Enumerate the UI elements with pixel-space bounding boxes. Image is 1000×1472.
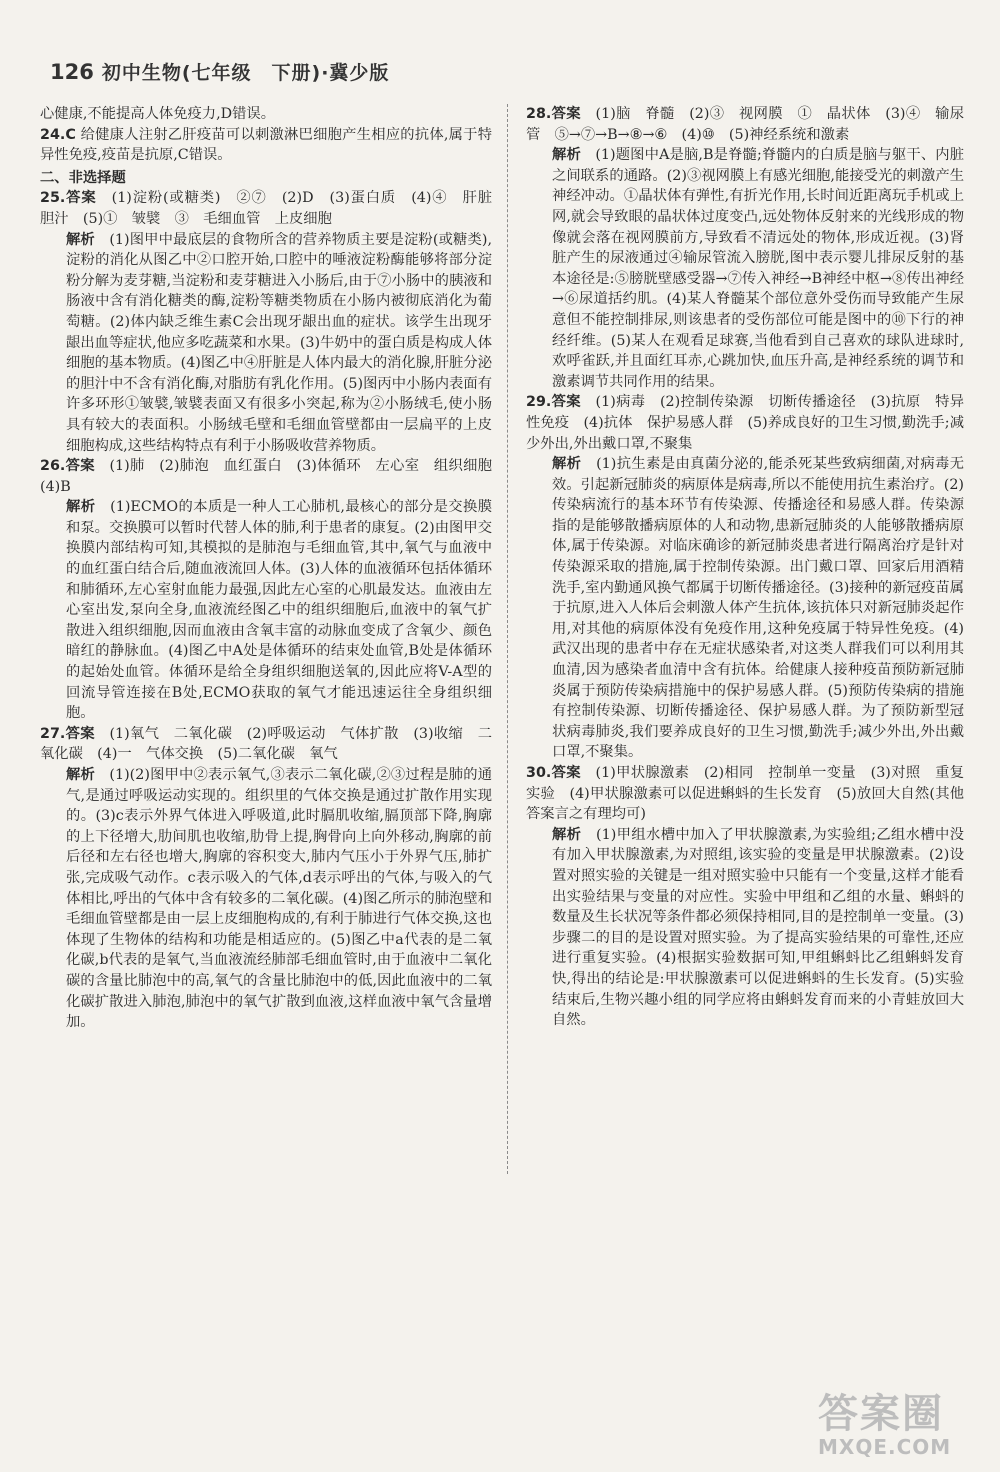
q27-answer-tag: 答案 [65, 725, 95, 742]
watermark-url: MXQE.COM [818, 1435, 952, 1459]
q30-answer-tag: 答案 [551, 765, 581, 781]
q28-analysis: (1)题图中A是脑,B是脊髓;脊髓内的白质是脑与躯干、内脏之间联系的通路。(2)③视网膜上有感光细胞,能接受光的刺激产生神经冲动。①晶状体有弹性,有折光作用,长时间近距离玩手机或上网,就会导致眼的晶状体过度变凸,远处物体反射来的光线形成的物像就会落在视网膜前方,导致看不清远处的物体,形成近视。(3)肾脏产生的尿液通过④输尿管流入膀胱,图中表示婴儿排尿反射的基本途径是:⑤膀胱壁感受器→⑦传入神经→B神经中枢→⑧传出神经→⑥尿道括约肌。(4)某人脊髓某个部位意外受伤而导致能产生尿意但不能控制排尿,则该患者的受伤部位可能是图中的⑩下行的神经纤维。(5)某人在观看足球赛,当他看到自己喜欢的球队进球时,欢呼雀跃,并且面红耳赤,心跳加快,血压升高,是神经系统的调节和激素调节共同作用的结果。 [552, 147, 964, 390]
watermark-mark: 答案圈 [818, 1391, 944, 1437]
watermark-logo [818, 1392, 978, 1462]
q28-analysis-tag: 解析 [552, 147, 581, 164]
q25-analysis: (1)图甲中最底层的食物所含的营养物质主要是淀粉(或糖类),淀粉的消化从图乙中②口腔开始,口腔中的唾液淀粉酶能够将部分淀粉分解为麦芽糖,当淀粉和麦芽糖进入小肠后,由于⑦小肠中的胰液和肠液中含有消化糖类的酶,淀粉等糖类物质在小肠内被彻底消化为葡萄糖。(2)体内缺乏维生素C会出现牙龈出血的症状。该学生出现牙龈出血等症状,他应多吃蔬菜和水果。(3)牛奶中的蛋白质是构成人体细胞的基本物质。(4)图乙中④肝脏是人体内最大的消化腺,肝脏分泌的胆汁中不含有消化酶,对脂肪有乳化作用。(5)图丙中小肠内表面有许多环形①皱襞,皱襞表面又有很多小突起,称为②小肠绒毛,使小肠具有较大的表面积。小肠绒毛壁和毛细血管壁都由一层扁平的上皮细胞构成,这些结构特点有利于小肠吸收营养物质。 [66, 231, 493, 454]
q27-number: 27. [40, 725, 66, 742]
q24 [40, 125, 492, 166]
q29-number: 29. [526, 394, 552, 411]
q26-analysis-tag: 解析 [66, 499, 96, 516]
q30-answer: (1)甲状腺激素 (2)相同 控制单一变量 (3)对照 重复实验 (4)甲状腺激素可以促进蝌蚪的生长发育 (5)放回大自然(其他答案言之有理均可) [526, 765, 964, 823]
right-column [526, 104, 964, 1031]
q25-analysis-tag: 解析 [66, 231, 95, 248]
q26-analysis: (1)ECMO的本质是一种人工心肺机,最核心的部分是交换膜和泵。交换膜可以暂时代替人体的肺,利于患者的康复。(2)由图甲交换膜内部结构可知,其模拟的是肺泡与毛细血管,其中,氧气与血液中的血红蛋白结合后,随血液流回人体。(3)人体的血液循环包括体循环和肺循环,左心室射血能力最强,因此左心室的心肌最发达。血液由左心室出发,泵向全身,血液流经图乙中的组织细胞后,血液中的氧气扩散进入组织细胞,因而血液由含氧丰富的动脉血变成了含氧少、颜色暗红的静脉血。(4)图乙中A处是体循环的结束处血管,B处是体循环的起始处血管。体循环是给全身组织细胞送氧的,因此应将V-A型的回流导管连接在B处,ECMO获取的氧气才能迅速运往全身组织细胞。 [66, 499, 493, 722]
q29-answer-tag: 答案 [551, 394, 581, 411]
q24-number: 24.C [40, 126, 76, 143]
q27 [40, 724, 492, 1033]
q28 [526, 104, 964, 392]
q26-answer: (1)肺 (2)肺泡 血红蛋白 (3)体循环 左心室 组织细胞 (4)B [40, 458, 507, 495]
section-title: 二、非选择题 [40, 169, 126, 186]
left-column [40, 104, 507, 1033]
q30-number: 30. [526, 765, 552, 781]
q29-analysis: (1)抗生素是由真菌分泌的,能杀死某些致病细菌,对病毒无效。引起新冠肺炎的病原体是病毒,所以不能使用抗生素治疗。(2)传染病流行的基本环节有传染源、传播途径和易感人群。传染源指的是能够散播病原体的人和动物,患新冠肺炎的人能够散播病原体,属于传染源。对临床确诊的新冠肺炎患者进行隔离治疗是针对传染源采取的措施,属于控制传染源。出门戴口罩、回家后用酒精洗手,室内勤通风换气都属于切断传播途径。(3)接种的新冠疫苗属于抗原,进入人体后会刺激人体产生抗体,该抗体只对新冠肺炎起作用,对其他的病原体没有免疫作用,这种免疫属于特异性免疫。(4)武汉出现的患者中存在无症状感染者,对这类人群我们可以利用其血清,因为感染者血清中含有抗体。给健康人接种疫苗预防新冠肺炎属于预防传染病措施中的保护易感人群。(5)预防传染病的措施有控制传染源、切断传播途径、保护易感人群。为了预防新型冠状病毒肺炎,我们要养成良好的卫生习惯,勤洗手;减少外出,外出戴口罩,不聚集。 [552, 456, 964, 761]
q29-answer: (1)病毒 (2)控制传染源 切断传播途径 (3)抗原 特异性免疫 (4)抗体 保护易感人群 (5)养成良好的卫生习惯,勤洗手;减少外出,外出戴口罩,不聚集 [526, 394, 964, 452]
column-divider [507, 104, 508, 1174]
page-number: 126 [50, 60, 94, 84]
q25-number: 25. [40, 190, 66, 207]
q29 [526, 392, 964, 763]
page-header [50, 58, 389, 90]
q29-analysis-tag: 解析 [552, 456, 582, 473]
q30-analysis: (1)甲组水槽中加入了甲状腺激素,为实验组;乙组水槽中没有加入甲状腺激素,为对照组,该实验的变量是甲状腺激素。(2)设置对照实验的关键是一组对照实验中只能有一个变量,这样才能看出实验结果与变量的对应性。实验中甲组和乙组的水量、蝌蚪的数量及生长状况等条件都必须保持相同,目的是控制单一变量。(3)步骤二的目的是设置对照实验。为了提高实验结果的可靠性,还应进行重复实验。(4)根据实验数据可知,甲组蝌蚪比乙组蝌蚪发育快,得出的结论是:甲状腺激素可以促进蝌蚪的生长发育。(5)实验结束后,生物兴趣小组的同学应将由蝌蚪发育而来的小青蛙放回大自然。 [552, 826, 965, 1029]
q27-analysis-tag: 解析 [66, 767, 95, 783]
q25-answer: (1)淀粉(或糖类) ②⑦ (2)D (3)蛋白质 (4)④ 肝脏 胆汁 (5)① 皱襞 ③ 毛细血管 上皮细胞 [40, 190, 507, 227]
q28-answer: (1)脑 脊髓 (2)③ 视网膜 ① 晶状体 (3)④ 输尿管 ⑤→⑦→B→⑧→⑥ (4)⑩ (5)神经系统和激素 [526, 106, 964, 143]
q30 [526, 763, 964, 1031]
book-title: 初中生物(七年级 下册)·冀少版 [101, 62, 390, 84]
q27-answer: (1)氧气 二氧化碳 (2)呼吸运动 气体扩散 (3)收缩 二氧化碳 (4)一 气体交换 (5)二氧化碳 氧气 [40, 725, 493, 763]
q26-number: 26. [40, 458, 66, 475]
q26 [40, 456, 507, 724]
q23-tail: 心健康,不能提高人体免疫力,D错误。 [40, 106, 276, 122]
q25-answer-tag: 答案 [65, 190, 97, 207]
q26-answer-tag: 答案 [65, 458, 95, 475]
q27-analysis: (1)(2)图甲中②表示氧气,③表示二氧化碳,②③过程是肺的通气,是通过呼吸运动实现的。组织里的气体交换是通过扩散作用实现的。(3)c表示外界气体进入呼吸道,此时膈肌收缩,膈顶部下降,胸廓的上下径增大,肋间肌也收缩,肋骨上提,胸骨向上向外移动,胸廓的前后径和左右径也增大,胸廓的容积变大,肺内气压小于外界气压,肺扩张,完成吸气动作。c表示吸入的气体,d表示呼出的气体,与吸入的气体相比,呼出的气体中含有较多的二氧化碳。(4)图乙所示的肺泡壁和毛细血管壁都是由一层上皮细胞构成的,有利于肺进行气体交换,这也体现了生物体的结构和功能是相适应的。(5)图乙中a代表的是二氧化碳,b代表的是氧气,当血液流经肺部毛细血管时,由于血液中二氧化碳的含量比肺泡中的高,氧气的含量比肺泡中的低,因此血液中的二氧化碳扩散进入肺泡,肺泡中的氧气扩散到血液,这样血液中氧气含量增加。 [66, 767, 493, 1031]
q30-analysis-tag: 解析 [552, 826, 582, 843]
q25 [40, 188, 507, 456]
q28-number: 28. [526, 106, 552, 122]
q24-text: 给健康人注射乙肝疫苗可以刺激淋巴细胞产生相应的抗体,属于特异性免疫,疫苗是抗原,C错误。 [40, 126, 492, 164]
q28-answer-tag: 答案 [551, 106, 581, 122]
